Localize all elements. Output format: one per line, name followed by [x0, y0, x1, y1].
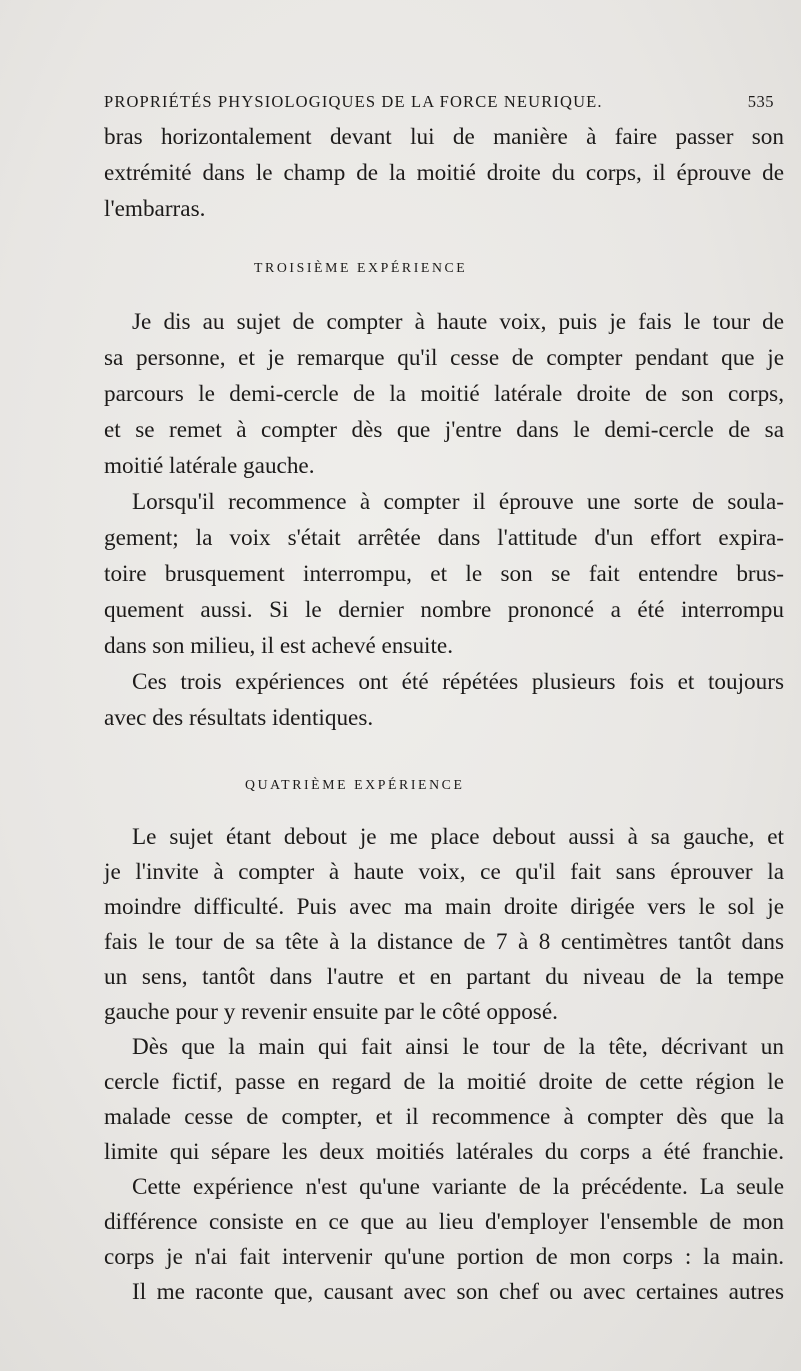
text-line: bras horizontalement devant lui de manière à faire passer son [104, 124, 784, 150]
text-line: je l'invite à compter à haute voix, ce qu'il fait sans éprouver la [104, 859, 784, 885]
text-line: un sens, tantôt dans l'autre et en partant du niveau de la tempe [104, 964, 784, 990]
text-line: parcours le demi-cercle de la moitié latérale droite de son corps, [104, 381, 784, 407]
text-line: Je dis au sujet de compter à haute voix, puis je fais le tour de [132, 309, 784, 335]
text-line: Le sujet étant debout je me place debout aussi à sa gauche, et [132, 824, 784, 850]
text-line: Ces trois expériences ont été répétées plusieurs fois et toujours [132, 669, 784, 695]
section-heading-troisieme: TROISIÈME EXPÉRIENCE [254, 260, 468, 275]
text-line: gauche pour y revenir ensuite par le côté opposé. [104, 999, 558, 1025]
text-line: limite qui sépare les deux moitiés latérales du corps a été franchie. [104, 1139, 784, 1165]
text-line: dans son milieu, il est achevé ensuite. [104, 633, 454, 659]
text-line: avec des résultats identiques. [104, 705, 374, 731]
text-line: Cette expérience n'est qu'une variante de la précédente. La seule [132, 1174, 784, 1200]
text-line: toire brusquement interrompu, et le son se fait entendre brus- [104, 561, 784, 587]
text-line: moindre difficulté. Puis avec ma main droite dirigée vers le sol je [104, 894, 784, 920]
text-line: et se remet à compter dès que j'entre dans le demi-cercle de sa [104, 417, 784, 443]
text-line: différence consiste en ce que au lieu d'employer l'ensemble de mon [104, 1209, 784, 1235]
text-line: Il me raconte que, causant avec son chef ou avec certaines autres [132, 1279, 784, 1305]
text-line: Dès que la main qui fait ainsi le tour de la tête, décrivant un [132, 1034, 784, 1060]
text-line: l'embarras. [104, 196, 206, 222]
text-line: gement; la voix s'était arrêtée dans l'attitude d'un effort expira- [104, 525, 784, 551]
text-line: sa personne, et je remarque qu'il cesse de compter pendant que je [104, 345, 784, 371]
text-line: malade cesse de compter, et il recommence à compter dès que la [104, 1104, 784, 1130]
text-line: moitié latérale gauche. [104, 453, 315, 479]
text-line: extrémité dans le champ de la moitié droite du corps, il éprouve de [104, 160, 784, 186]
section-heading-quatrieme: QUATRIÈME EXPÉRIENCE [245, 777, 465, 792]
running-head-title: PROPRIÉTÉS PHYSIOLOGIQUES DE LA FORCE NEURIQUE. [104, 92, 603, 111]
text-line: Lorsqu'il recommence à compter il éprouve une sorte de soula- [132, 489, 784, 515]
text-line: corps je n'ai fait intervenir qu'une portion de mon corps : la main. [104, 1244, 784, 1270]
text-line: cercle fictif, passe en regard de la moitié droite de cette région le [104, 1069, 784, 1095]
text-line: fais le tour de sa tête à la distance de 7 à 8 centimètres tantôt dans [104, 929, 784, 955]
text-line: quement aussi. Si le dernier nombre prononcé a été interrompu [104, 597, 784, 623]
page-number: 535 [747, 92, 774, 111]
